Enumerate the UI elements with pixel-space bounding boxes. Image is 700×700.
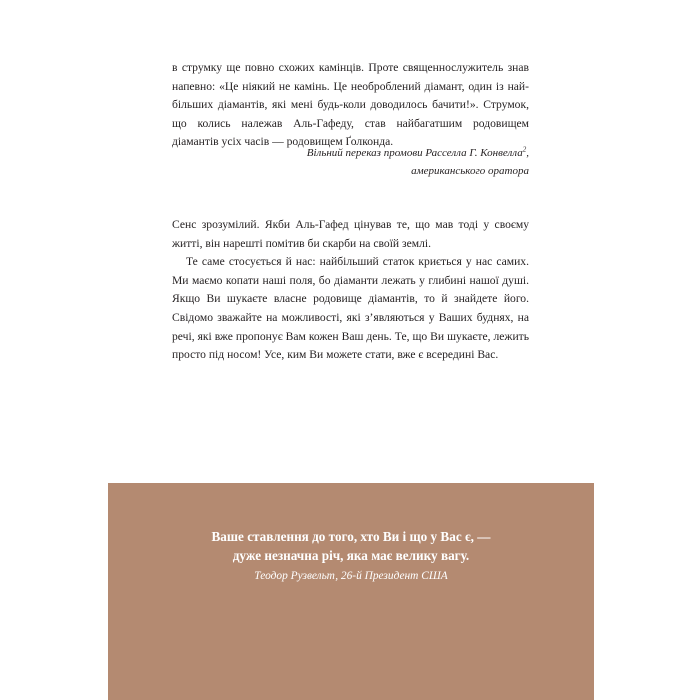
callout-quote-line-1: Ваше ставлення до того, хто Ви і що у Вас є, — bbox=[211, 529, 491, 544]
story-quote-text bbox=[172, 59, 529, 152]
attribution-text: Вільний переказ промови Расселла Г. Конвелла bbox=[306, 147, 523, 159]
callout-quote bbox=[108, 527, 594, 565]
story-line: в струмку ще повно схожих камінців. Проте священнослужитель знав bbox=[172, 61, 529, 74]
story-line: що колись належав Аль-Гафеду, став найбагатшим родовищем діамантів bbox=[172, 116, 529, 149]
quote-attribution bbox=[307, 144, 529, 180]
body-paragraph-1: Сенс зрозумілий. Якби Аль-Гафед цінував те, що мав тоді у своєму житті, він нарешті помітив би скарби на своїй землі. bbox=[172, 218, 529, 250]
attribution-comma: , bbox=[526, 147, 529, 159]
attribution-line-2: американського оратора bbox=[411, 165, 529, 177]
story-quote bbox=[172, 59, 529, 152]
story-line: більших діамантів, які мені будь-коли доводилось бачити!». Струмок, bbox=[172, 98, 529, 112]
attribution-line-1 bbox=[307, 144, 529, 162]
body-paragraph-2: Те саме стосується й нас: найбільший статок криється у нас самих. Ми маємо копати наші поля, бо діаманти лежать у глибині нашої душі. Якщо Ви шукаєте власне родовище діамантів, то й знайдете його. Свідомо зважайте на можливості, які з’являються у Ваших буднях, на речі, які вже пропонує Вам кожен Ваш день. Те, що Ви шукаєте, лежить просто під носом! Усе, ким Ви можете стати, вже є всередині Вас. bbox=[172, 255, 529, 362]
footnote-mark[interactable]: 2 bbox=[522, 145, 527, 154]
callout-author: Теодор Рузвельт, 26-й Президент США bbox=[254, 570, 448, 582]
callout-box bbox=[108, 483, 594, 700]
callout-quote-line-2: дуже незначна річ, яка має велику вагу. bbox=[232, 548, 470, 563]
story-line: напевно: «Це ніякий не камінь. Це необроблений діамант, один із най- bbox=[172, 79, 529, 93]
story-line: усіх часів — родовищем Ґолконда. bbox=[221, 135, 394, 149]
body-text bbox=[172, 216, 529, 365]
